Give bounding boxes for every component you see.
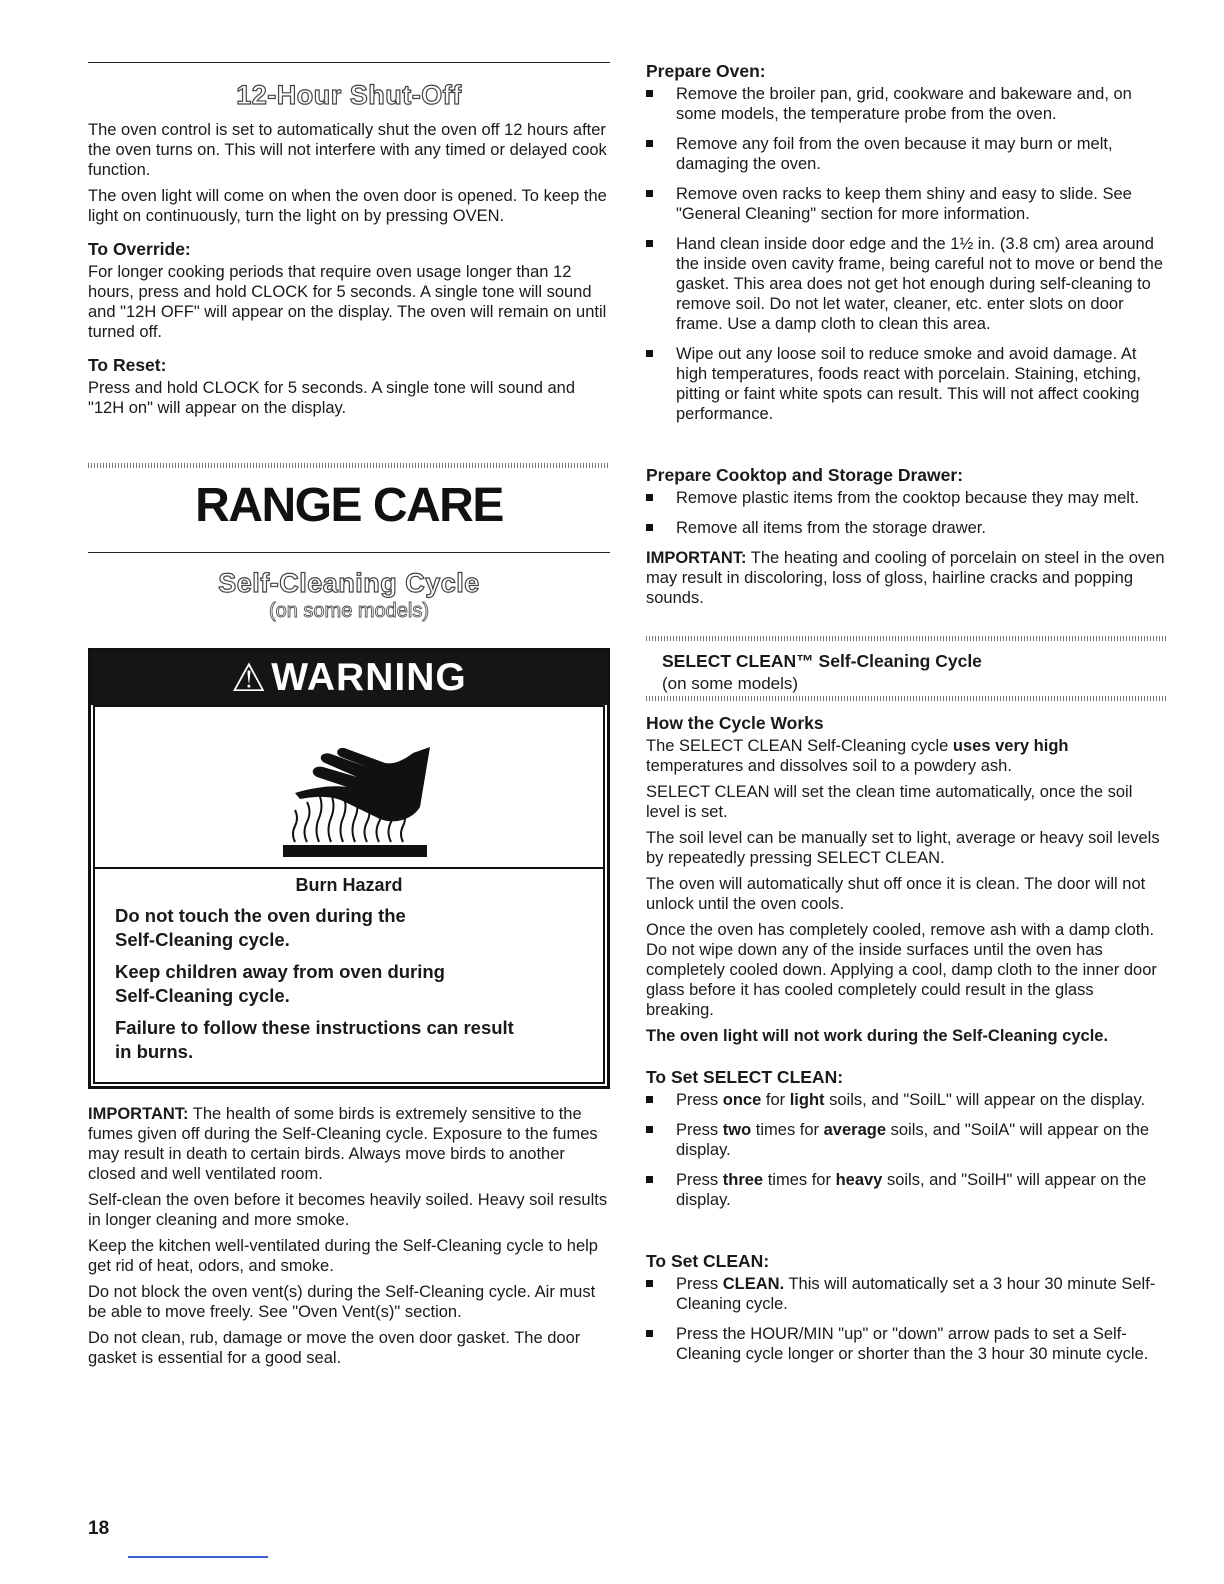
how-paragraph: SELECT CLEAN will set the clean time automatically, once the soil level is set. [646,783,1133,821]
important-text: The heating and cooling of porcelain on steel in the oven may result in discoloring, loss of gloss, hairline cracks and popping sounds. [646,549,1165,607]
important-label: IMPORTANT: [88,1105,189,1123]
selfclean-paragraph: Keep the kitchen well-ventilated during the Self-Cleaning cycle to help get rid of heat, odors, and smoke. [88,1237,598,1275]
shutoff-paragraph: The oven control is set to automatically shut the oven off 12 hours after the oven turns on. This will not interfere with any timed or delayed cook function. [88,121,607,179]
set-clean-list [646,1274,1166,1364]
warning-box [88,648,610,1089]
section-rule [88,552,610,553]
important-text: The health of some birds is extremely sensitive to the fumes given off during the Self-Cleaning cycle. Exposure to the fumes may result in death to certain birds. Always move birds to another closed and well ventilated room. [88,1105,598,1183]
list-item: Hand clean inside door edge and the 1½ in. (3.8 cm) area around the inside oven cavity frame, being careful not to move or bend the gasket. This area does not get hot enough during self-cleaning to remove soil. Do not let water, cleaner, etc. enter slots on door frame. Use a damp cloth to clean this area. [646,234,1166,334]
list-item: Press once for light soils, and "SoilL" will appear on the display. [646,1090,1166,1110]
warning-label: WARNING [271,656,467,699]
burn-hazard-title: Burn Hazard [295,875,403,895]
list-item: Remove oven racks to keep them shiny and easy to slide. See "General Cleaning" section for more information. [646,184,1166,224]
how-paragraph: The oven will automatically shut off once it is clean. The door will not unlock until the oven cools. [646,875,1146,913]
list-item: Press CLEAN. This will automatically set a 3 hour 30 minute Self-Cleaning cycle. [646,1274,1166,1314]
range-care-heading: RANGE CARE [195,479,503,532]
oven-light-note: The oven light will not work during the Self-Cleaning cycle. [646,1027,1109,1045]
section-rule [88,62,610,63]
reset-text: Press and hold CLOCK for 5 seconds. A single tone will sound and "12H on" will appear on the display. [88,379,576,417]
prepare-cooktop-list [646,488,1166,538]
how-paragraph: The SELECT CLEAN Self-Cleaning cycle uses very high temperatures and dissolves soil to a powdery ash. [646,737,1069,775]
list-item: Remove any foil from the oven because it may burn or melt, damaging the oven. [646,134,1166,174]
warning-body [93,705,605,1084]
birds-important-note [88,1104,610,1184]
warning-instruction [115,904,603,952]
hatch-divider [646,696,1166,701]
important-label: IMPORTANT: [646,549,747,567]
prepare-oven-list [646,84,1166,424]
warning-line: Do not touch the oven during the [115,905,406,926]
reset-heading: To Reset: [88,355,167,375]
warning-triangle-icon: ⚠ [231,656,268,700]
warning-line: Keep children away from oven during [115,961,445,982]
how-cycle-works-heading: How the Cycle Works [646,713,824,733]
set-select-clean-heading: To Set SELECT CLEAN: [646,1067,844,1087]
override-heading: To Override: [88,239,191,259]
warning-header [91,651,607,705]
hatch-divider [646,636,1166,641]
list-item: Remove all items from the storage drawer. [646,518,1166,538]
list-item: Wipe out any loose soil to reduce smoke and avoid damage. At high temperatures, foods react with porcelain. Staining, etching, pitting or faint white spots can result. This will not affect cooking performance. [646,344,1166,424]
list-item: Press the HOUR/MIN "up" or "down" arrow pads to set a Self-Cleaning cycle longer or shorter than the 3 hour 30 minute cycle. [646,1324,1166,1364]
porcelain-important-note [646,548,1166,608]
warning-line: in burns. [115,1041,194,1062]
selfclean-paragraph: Self-clean the oven before it becomes heavily soiled. Heavy soil results in longer cleaning and more smoke. [88,1191,608,1229]
list-item: Press two times for average soils, and "SoilA" will appear on the display. [646,1120,1166,1160]
prepare-oven-heading: Prepare Oven: [646,61,766,81]
page-number: 18 [88,1518,110,1539]
set-select-clean-list [646,1090,1166,1210]
warning-instruction [115,960,603,1008]
set-clean-heading: To Set CLEAN: [646,1251,770,1271]
list-item: Press three times for heavy soils, and "SoilH" will appear on the display. [646,1170,1166,1210]
how-paragraph: Once the oven has completely cooled, remove ash with a damp cloth. Do not wipe down any of the inside surfaces until the oven has completely cooled down. Applying a cool, damp cloth to the inner door glass before it has cooled completely could result in the glass breaking. [646,921,1157,1019]
shutoff-title: 12-Hour Shut-Off [236,80,462,110]
selfclean-paragraph: Do not block the oven vent(s) during the Self-Cleaning cycle. Air must be able to move freely. See "Oven Vent(s)" section. [88,1283,596,1321]
override-text: For longer cooking periods that require oven usage longer than 12 hours, press and hold CLOCK for 5 seconds. A single tone will sound and "12H OFF" will appear on the display. The oven will remain on until turned off. [88,263,607,341]
list-item: Remove the broiler pan, grid, cookware and bakeware and, on some models, the temperature probe from the oven. [646,84,1166,124]
list-item: Remove plastic items from the cooktop because they may melt. [646,488,1166,508]
warning-line: Self-Cleaning cycle. [115,929,290,950]
warning-instruction [115,1016,603,1064]
prepare-cooktop-heading: Prepare Cooktop and Storage Drawer: [646,465,964,485]
select-clean-subtitle: (on some models) [662,674,799,693]
footer-accent-line [128,1556,268,1558]
selfclean-paragraph: Do not clean, rub, damage or move the oven door gasket. The door gasket is essential for a good seal. [88,1329,581,1367]
selfclean-subtitle: (on some models) [268,600,430,622]
shutoff-paragraph: The oven light will come on when the oven door is opened. To keep the light on continuously, turn the light on by pressing OVEN. [88,187,607,225]
selfclean-title: Self-Cleaning Cycle [218,568,480,598]
hatch-divider [88,463,610,468]
warning-line: Failure to follow these instructions can result [115,1017,514,1038]
how-paragraph: The soil level can be manually set to light, average or heavy soil levels by repeatedly pressing SELECT CLEAN. [646,829,1160,867]
burn-hazard-icon [95,707,603,867]
select-clean-title: SELECT CLEAN™ Self-Cleaning Cycle [662,651,982,671]
warning-line: Self-Cleaning cycle. [115,985,290,1006]
